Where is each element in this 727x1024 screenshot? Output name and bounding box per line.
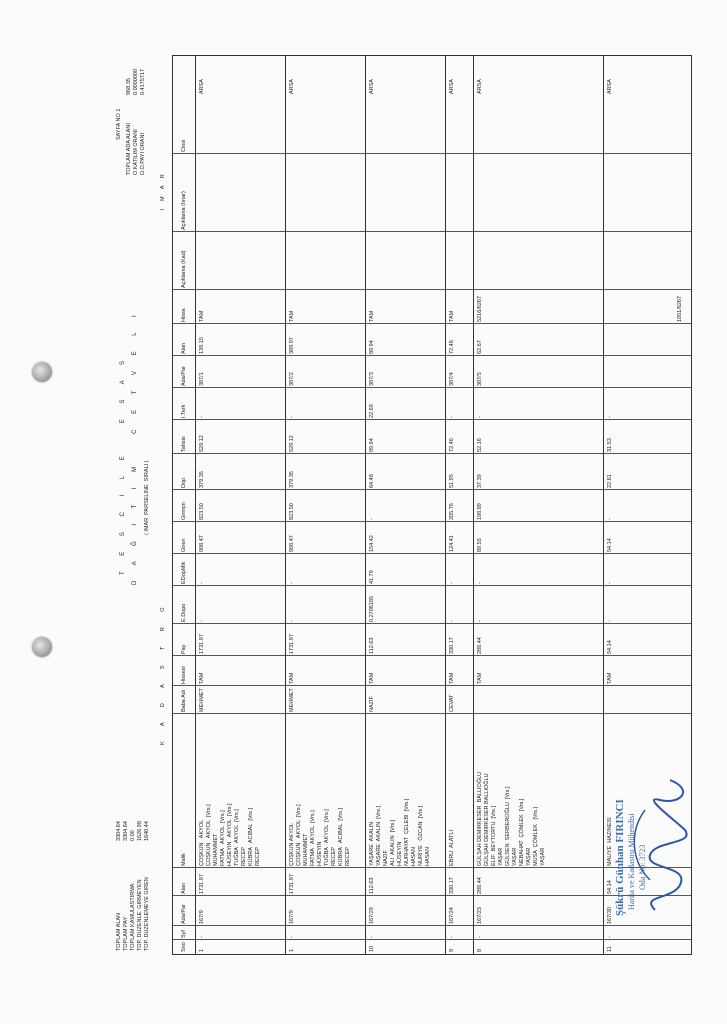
table-cell-alan: 288.44 [477,877,483,894]
table-cell-alan: 54.14 [607,880,613,894]
table-cell-pay: 54.14 [607,640,613,654]
owner-name: NURIYE ÖZCAN [Vrs.] [418,805,424,866]
column-divider [173,355,691,356]
row-divider [445,56,446,954]
owner-name: YAŞARE AKALIN [Vrs.] [376,806,382,866]
table-cell-dop: 379.35 [199,471,205,488]
column-divider [173,231,691,232]
owner-name: GÜLŞAH DEMIRKESER BALLIOĞLU [477,771,483,866]
table-cell-edopo: 0.2706185 [369,596,375,622]
table-cell-baba: NAZIF [369,696,375,712]
total-row [116,821,123,951]
table-cell-iterk: 22.69 [369,404,375,418]
owner-name: MUSA ÇÖMLEK [Vrs.] [533,806,539,866]
table-cell-i_adapar: 387/2 [289,372,295,386]
owner-name: TUĞBA AKYOL [Vrs.] [324,809,330,866]
table-cell-i_hisse: TAM [199,310,205,322]
table-cell-sno: 1 [199,948,205,952]
total-label: O.KATILIM ORANI [133,129,139,175]
column-header: Malik [181,853,187,866]
table-cell-baba: MEHMET [289,688,295,712]
owner-name: YAŞARE AKALIN [369,821,375,866]
table-cell-i_alan: 62.67 [477,340,483,354]
column-header: Giren [181,538,187,552]
table-cell-alan: 1731.97 [199,874,205,894]
table-cell-hisse: TAM [369,672,375,684]
owner-name: MUHAMMET [213,833,219,866]
owner-name: MALIYE HAZINESI [607,817,613,866]
table-cell-adapar: 167/9 [289,910,295,924]
column-divider [173,553,691,554]
owner-name: HÜSEYIN [397,841,403,866]
table-cell-i_alan: 139.15 [199,337,205,354]
owner-name: RECEP [345,847,351,866]
table-cell-i_alan: 89.94 [369,340,375,354]
title-main: T E S C I L E E S A S [120,353,126,575]
table-cell-dop: 51.95 [449,474,455,488]
table-cell-i_adapar: 387/1 [199,372,205,386]
column-divider [173,489,691,490]
table-cell-cinsi: ARSA [477,79,483,94]
total-label: TOPLAM ALAN [116,912,122,951]
table-cell-iterk: - [199,416,205,418]
punch-hole-bottom [32,637,52,657]
table-cell-adapar: 167/30 [607,907,613,924]
total-label: D.O.PAYI ORANI [140,133,146,175]
table-cell-edopo: - [199,620,205,622]
column-header: Pay [181,644,187,654]
owner-name: ÇOŞKUN AKYOL [289,822,295,866]
owner-name: HASAN [411,847,417,866]
column-header: Tahsis [181,436,187,452]
column-header: Dop [181,477,187,488]
table-cell-i_adapar: 387/3 [369,372,375,386]
title-sub2: ( IMAR PARSELINE SIRALI ) [144,460,150,535]
table-cell-tahsis: 529.12 [289,435,295,452]
total-label: TOPLAM PAY [123,916,129,951]
table-cell-iterk: - [477,416,483,418]
table-cell-alan: 112.63 [369,877,375,894]
table-cell-adapar: 167/29 [369,907,375,924]
stamp-title: Harita ve Kadastro Mühendisi [627,813,636,910]
table-cell-giren: 154.42 [369,535,375,552]
row-divider [195,56,196,954]
total-label: TOP. DUZENLE. GIRMEYEN [137,879,143,951]
table-cell-pay: 330.17 [449,637,455,654]
table-cell-i_alan: 389.97 [289,337,295,354]
punch-hole-top [32,362,52,382]
table-cell-iterk: - [289,416,295,418]
table-cell-tahsis: 529.12 [199,435,205,452]
owner-name: KÜBRA ACIBAL [Vrs.] [248,808,254,866]
table-cell-dop: 37.39 [477,474,483,488]
column-header: Ada/Par [181,904,187,924]
owner-name: HÜSEYIN AKYOL [Vrs.] [227,803,233,866]
column-divider [173,925,691,926]
table-cell-hisse: TAM [289,672,295,684]
total-value: 1626.98 [137,821,143,841]
table-cell-i_adapar: 387/5 [477,372,483,386]
table-cell-adapar: 167/23 [477,907,483,924]
table-cell-edopo: - [449,620,455,622]
table-cell-pay: 1731.97 [199,634,205,654]
table-cell-tahsis: 89.94 [369,438,375,452]
table-cell-edopmik: - [477,582,483,584]
total-value: 968.35 [126,78,132,95]
total-row [144,821,151,951]
table-cell-girmyn: 823.50 [289,503,295,520]
table-cell-sno: 1 [289,948,295,952]
total-value: 0.0000000 [133,69,139,95]
table-cell-dop: 64.48 [369,474,375,488]
total-label: TOPLAM ADA ALANI [126,123,132,175]
total-value: 0.00 [130,830,136,841]
owner-name: EBRU ALATLI [449,830,455,866]
owner-name: FATMA AKYOL [Vrs.] [310,810,316,866]
table-cell-giren: 908.47 [289,535,295,552]
table-cell-pay: 112.63 [369,637,375,654]
engineer-stamp [600,770,710,920]
imar-section-label: I M A R [160,171,166,210]
total-value: 3304.64 [123,821,129,841]
stamp-oda: Oda No: 3723 [638,844,647,890]
column-header: Alan [181,882,187,894]
column-divider [173,453,691,454]
owner-name: KÜBRA ACIBAL [Vrs.] [338,808,344,866]
column-header: Hisse [181,308,187,322]
owner-name: YAŞAR [498,847,504,866]
table-cell-edopmik: 41.79 [369,570,375,584]
table-cell-syf: - [199,936,205,938]
table-cell-i_hisse: 5216/6267 [477,296,483,322]
column-header: E.Dopo [181,603,187,622]
column-header: Açıklama (Imar) [181,191,187,230]
table-cell-iterk: - [449,416,455,418]
owner-name: GÜLSEN SERBEROĞLU [Vrs.] [505,786,511,866]
table-cell-syf: - [369,936,375,938]
column-divider [173,419,691,420]
owner-name: ALI AKALIN [Vrs.] [390,819,396,866]
owner-name: NAZIF [383,850,389,866]
table-cell-i_adapar: 387/4 [449,372,455,386]
table-cell-baba: CEVAT [449,694,455,712]
table-cell-syf: - [449,936,455,938]
table-cell-i_hisse: TAM [289,310,295,322]
table-cell-girmyn: 823.50 [199,503,205,520]
table-cell-girmyn: - [607,518,613,520]
form-header [112,55,172,955]
column-header: EDopMik [181,561,187,584]
table-cell-syf: - [477,936,483,938]
table-cell-hisse: TAM [477,672,483,684]
owner-name: HASAN [425,847,431,866]
owner-name: YAŞAR [526,847,532,866]
kadastro-section-label: K A D A S T R O [160,600,166,745]
column-header: Sno [181,942,187,952]
table-cell-hisse: TAM [449,672,455,684]
table-cell-sno: 11 [607,946,613,952]
table-cell-i_hisse: TAM [449,310,455,322]
row-divider [473,56,474,954]
row-divider [365,56,366,954]
owner-name: ÇOŞKUN AKYOL [199,819,205,866]
total-label: TOPLAM KAMULASTIRMA [130,883,136,951]
table-cell-tahsis: 31.53 [607,438,613,452]
column-divider [173,289,691,290]
table-cell-alan: 1731.97 [289,874,295,894]
table-cell-giren: 908.47 [199,535,205,552]
title-sub: D A Ğ I T I M C E T V E L I [132,308,138,585]
table-cell-i_hisse: TAM [369,310,375,322]
total-label: TOP. DUZENLEMEYE GIREN [144,877,150,951]
table-cell-cinsi: ARSA [369,79,375,94]
column-header: Açıklama (Kad) [181,250,187,288]
table-cell-hisse: TAM [607,672,613,684]
table-cell-baba: MEHMET [199,688,205,712]
total-row [140,69,147,175]
table-cell-giren: 54.14 [607,538,613,552]
table-cell-edopo: - [289,620,295,622]
column-divider [173,939,691,940]
table-cell-pay: 1731.97 [289,634,295,654]
owner-name: RECEP [331,847,337,866]
owner-name: ÇOŞKUN AKYOL [Vrs.] [296,804,302,866]
table-cell-syf: - [607,936,613,938]
table-cell-pay: 288.44 [477,637,483,654]
table-cell-dop: 379.35 [289,471,295,488]
column-header: I.Terk [181,404,187,418]
column-header: Hissesi [181,666,187,684]
table-cell-sno: 8 [477,948,483,952]
column-header: Girmyn [181,502,187,520]
row-divider [285,56,286,954]
table-cell-edopo: - [607,620,613,622]
table-cell-edopmik: - [199,582,205,584]
table-cell-dop: 22.61 [607,474,613,488]
column-divider [173,623,691,624]
table-cell-giren: 89.55 [477,538,483,552]
table-cell-tahsis: 52.16 [477,438,483,452]
total-value: 0.4175717 [140,69,146,95]
column-header: Ada/Par [181,366,187,386]
column-divider [173,713,691,714]
table-cell-edopo: - [477,620,483,622]
owner-name: NEBAHAT ÇÖMLEK [Vrs.] [519,798,525,866]
owner-name: ELIF BEYTORTU [Vrs.] [491,805,497,866]
total-row [123,821,130,951]
owner-name: MUHAMMET [303,833,309,866]
table-cell-hisse: TAM [199,672,205,684]
total-row [126,78,133,175]
owner-name: HÜSEYIN [317,841,323,866]
table-cell-i_alan: 72.46 [449,340,455,354]
column-divider [173,153,691,154]
column-divider [173,655,691,656]
owner-name: YAŞAR [540,847,546,866]
table-cell-alan: 330.17 [449,877,455,894]
table-cell-adapar: 167/9 [199,910,205,924]
column-divider [173,387,691,388]
table-cell-sno: 9 [449,948,455,952]
table-cell-edopmik: - [449,582,455,584]
table-cell-cinsi: ARSA [199,79,205,94]
total-value: 3304.64 [116,821,122,841]
table-cell-cinsi: ARSA [449,79,455,94]
owner-name: NURHAYAT ÇELEBI [Vrs.] [404,798,410,866]
page-number: SAYFA NO 1 [116,108,122,140]
total-value: 1640.44 [144,821,150,841]
stamp-name: Şükrü Günhan FIRINCI [614,799,626,916]
owner-name: RECEP [255,847,261,866]
column-header: Syf [181,930,187,938]
table-cell-edopmik: - [607,582,613,584]
table-cell-iterk: - [607,416,613,418]
owner-name: YAŞAR [512,847,518,866]
table-cell-i_hisse: 1051/6267 [677,296,683,322]
table-cell-girmyn: - [369,518,375,520]
table-cell-tahsis: 72.46 [449,438,455,452]
column-divider [173,585,691,586]
table-cell-sno: 10 [369,945,375,952]
total-row [133,69,140,175]
table-cell-cinsi: ARSA [289,79,295,94]
owner-name: GÜLŞAH DEMIRKESER BALLIOĞLU [484,773,490,866]
owner-name: ÇOŞKUN AKYOL [Vrs.] [206,804,212,866]
column-header: Baba Adı [181,689,187,712]
table-cell-giren: 124.41 [449,535,455,552]
column-header: Cinsi [181,139,187,152]
column-divider [173,521,691,522]
column-divider [173,685,691,686]
column-divider [173,323,691,324]
owner-name: RECEP [241,847,247,866]
table-cell-syf: - [289,936,295,938]
total-row [130,830,137,951]
owner-name: FATMA AKYOL [Vrs.] [220,810,226,866]
column-header: Alan [181,342,187,354]
owner-name: TUĞBA AKYOL [Vrs.] [234,809,240,866]
table-cell-girmyn: 205.76 [449,503,455,520]
total-row [137,821,144,951]
table-cell-girmyn: 198.89 [477,503,483,520]
table-cell-cinsi: ARSA [607,79,613,94]
table-cell-adapar: 167/24 [449,907,455,924]
table-cell-edopmik: - [289,582,295,584]
